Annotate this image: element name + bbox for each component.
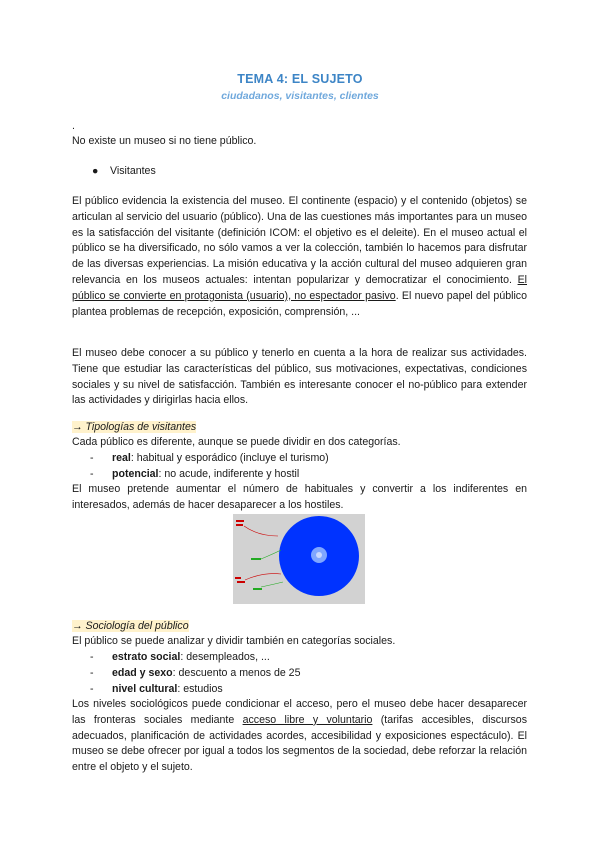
underlined-text: El público se convierte en protagonista (usuario), no espectador pasivo xyxy=(72,273,527,302)
section-heading-text: → Tipologías de visitantes xyxy=(72,421,197,433)
list-item: - estrato social: desempleados, ... xyxy=(90,651,270,663)
page-subtitle: ciudadanos, visitantes, clientes xyxy=(221,90,379,102)
list-desc: : estudios xyxy=(177,682,223,695)
list-item: - nivel cultural: estudios xyxy=(90,682,223,695)
intro-line: No existe un museo si no tiene público. xyxy=(72,135,257,147)
list-term: estrato social xyxy=(112,651,181,663)
list-desc: : habitual y esporádico (incluye el turismo) xyxy=(130,452,329,464)
list-desc: : desempleados, ... xyxy=(180,651,270,663)
list-term: nivel cultural xyxy=(112,682,178,695)
list-item: - potencial: no acude, indiferente y hostil xyxy=(90,467,300,480)
paragraph-publico xyxy=(72,194,527,320)
stray-dot: . xyxy=(72,120,75,132)
paragraph-text: El público evidencia la existencia del museo. El continente (espacio) y el contenido (objetos) se articulan al servicio del usuario (público). Una de las cuestiones más importantes para un museo es la satisfacción del visitante (definición ICOM: el objetivo es el deleite). En el museo actual el público se ha diversificado, no sólo vamos a ver la colección, también lo hacemos para disfrutar de las diversas experiencias. La misión educativa y la acción cultural del museo adquieren gran relevancia en los museos actuales: intentan popularizar y democratizar el conocimiento. xyxy=(72,195,527,286)
bullet-dot: ● xyxy=(92,165,99,177)
bullet-visitantes xyxy=(92,164,156,180)
paragraph-conocer: El museo debe conocer a su público y tenerlo en cuenta a la hora de realizar sus actividades. Tiene que estudiar las características del público, sus motivaciones, expectativas, condiciones sociales y su nivel de satisfacción. También es interesante conocer el no-público para extender las actividades y dirigirlas hacia ellos. xyxy=(72,347,527,407)
list-term: edad y sexo xyxy=(112,666,173,679)
paragraph-text-end: (tarifas accesibles, discursos adecuados, planificación de actividades acordes, accesibilidad y exposiciones espectáculo). El museo se debe ofrecer por igual a todos los segmentos de la sociedad, debe reforzar la relación entre el objeto y el sujeto. xyxy=(72,713,527,774)
paragraph-text: Los niveles sociológicos puede condicionar el acceso, pero el museo debe hacer desaparecer las fronteras sociales mediante xyxy=(72,698,527,726)
list-item: - edad y sexo: descuento a menos de 25 xyxy=(90,666,301,679)
paragraph-habituales: El museo pretende aumentar el número de habituales y convertir a los indiferentes en interesados, además de hacer desaparecer a los hostiles. xyxy=(72,483,527,511)
visitor-diagram-image xyxy=(233,514,365,604)
list-tipologias xyxy=(90,451,329,483)
list-desc: : no acude, indiferente y hostil xyxy=(158,467,300,480)
page-title: TEMA 4: EL SUJETO xyxy=(237,72,363,86)
section-heading-tipologias xyxy=(72,420,196,436)
paragraph-niveles xyxy=(72,697,527,776)
section-intro: Cada público es diferente, aunque se puede dividir en dos categorías. xyxy=(72,436,401,448)
list-item: - real: habitual y esporádico (incluye el turismo) xyxy=(90,452,329,464)
list-sociologia xyxy=(90,650,300,697)
paragraph-text-end: . El nuevo papel del público plantea problemas de recepción, exposición, comprensión, ... xyxy=(72,289,527,318)
diagram-svg xyxy=(233,514,365,604)
section-intro: El público se puede analizar y dividir también en categorías sociales. xyxy=(72,635,396,647)
list-term: potencial xyxy=(112,467,159,480)
underlined-text: acceso libre y voluntario xyxy=(242,713,373,726)
list-term: real xyxy=(112,452,131,464)
section-heading-sociologia xyxy=(72,619,189,635)
section-heading-text: → Sociología del público xyxy=(72,620,189,632)
bullet-label: Visitantes xyxy=(110,165,156,177)
list-desc: : descuento a menos de 25 xyxy=(172,666,301,679)
